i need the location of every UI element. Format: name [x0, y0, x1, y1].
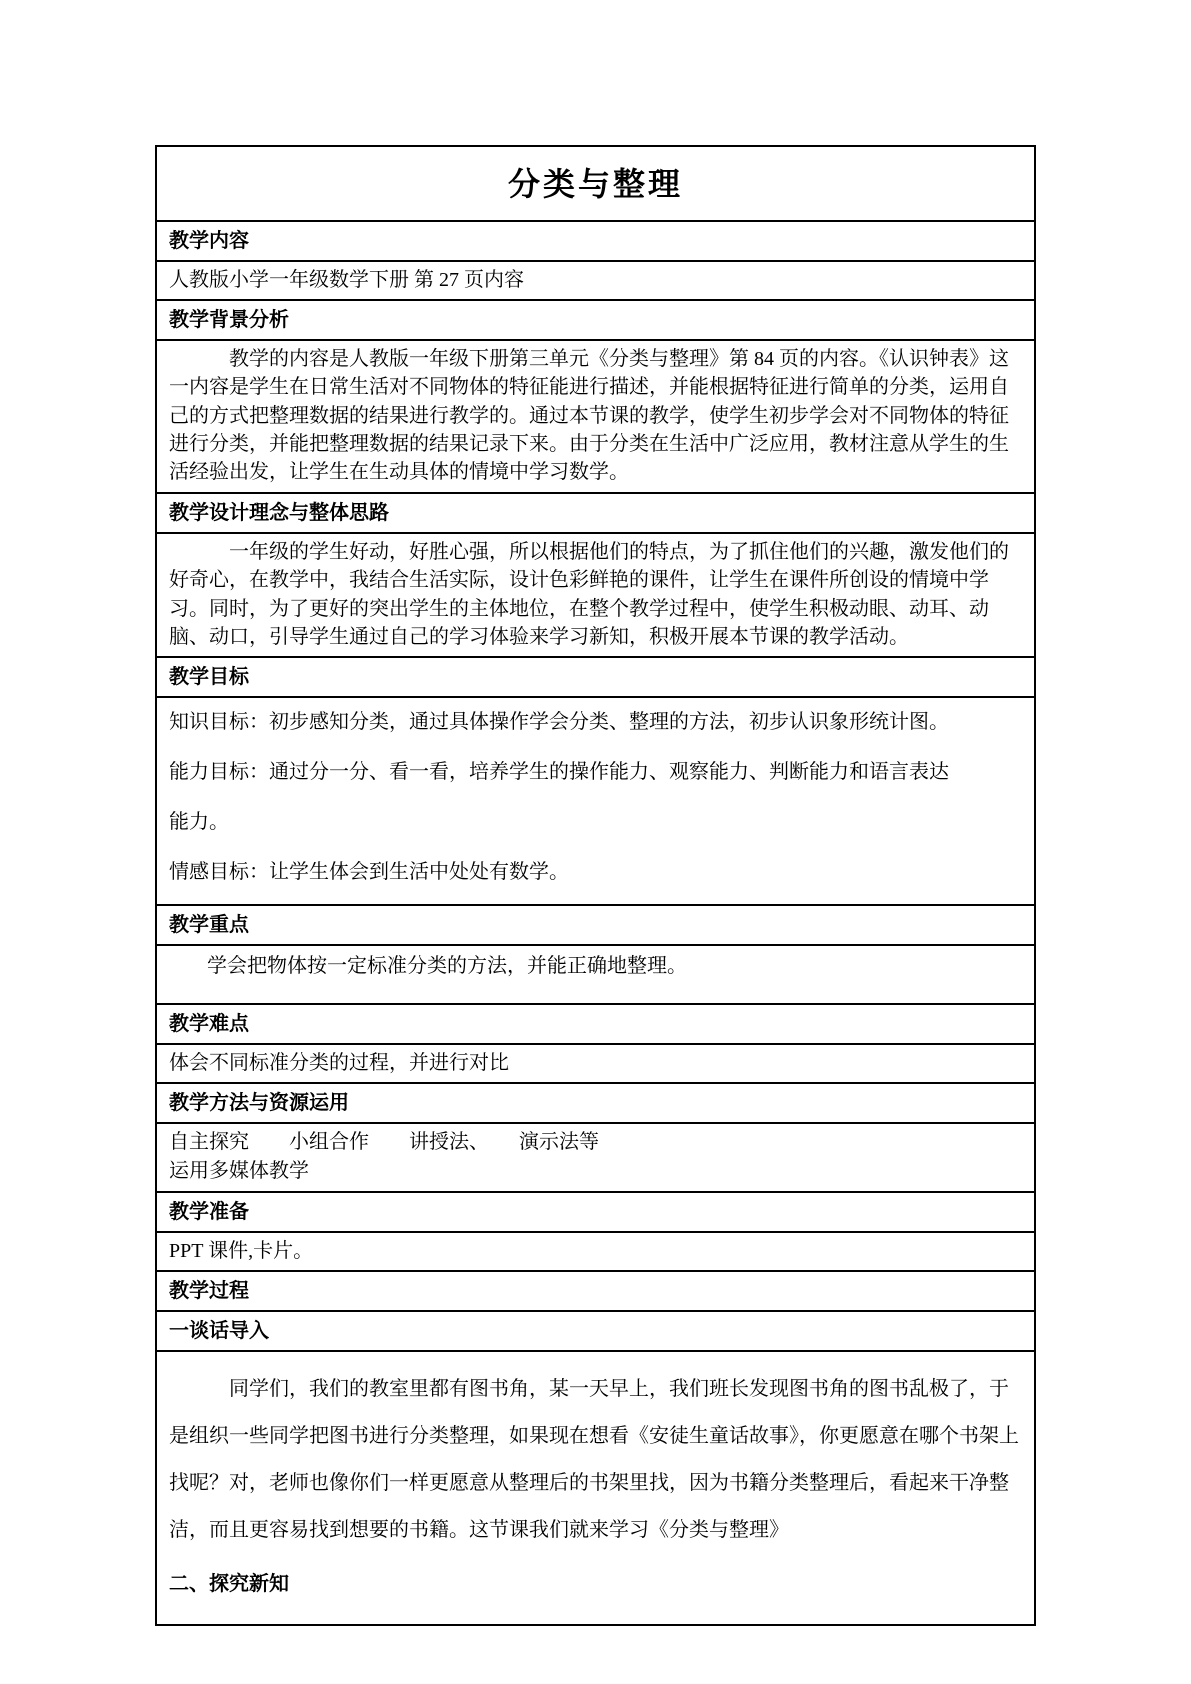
methods-line-1: 自主探究 小组合作 讲授法、 演示法等: [169, 1130, 599, 1153]
intro-paragraph: 同学们，我们的教室里都有图书角，某一天早上，我们班长发现图书角的图书乱极了，于是组织一些同学把图书进行分类整理，如果现在想看《安徒生童话故事》，你更愿意在哪个书架上找呢？对，老师也像你们一样更愿意从整理后的书架里找，因为书籍分类整理后，看起来干净整洁，而且更容易找到想要的书籍。这节课我们就来学习《分类与整理》: [169, 1377, 1019, 1541]
body-key-points: [157, 946, 1034, 1004]
goal-ability-continued: 能力。: [169, 811, 229, 834]
header-key-points: 教学重点: [157, 906, 1034, 946]
body-teaching-process: [157, 1352, 1034, 1624]
goal-knowledge: 知识目标：初步感知分类，通过具体操作学会分类、整理的方法，初步认识象形统计图。: [169, 711, 949, 734]
header-intro-talk: 一谈话导入: [157, 1312, 1034, 1352]
header-teaching-content: 教学内容: [157, 222, 1034, 262]
document-page: [155, 145, 1036, 1626]
header-preparation: 教学准备: [157, 1193, 1034, 1233]
header-teaching-process: 教学过程: [157, 1272, 1034, 1312]
header-background-analysis: 教学背景分析: [157, 301, 1034, 341]
body-background-analysis: [157, 341, 1034, 494]
header-methods-resources: 教学方法与资源运用: [157, 1084, 1034, 1124]
body-difficult-points: 体会不同标准分类的过程，并进行对比: [157, 1045, 1034, 1084]
lesson-plan-table: [155, 145, 1036, 1626]
header-teaching-goals: 教学目标: [157, 658, 1034, 698]
title-row: [157, 147, 1034, 222]
body-teaching-goals: [157, 698, 1034, 906]
header-design-philosophy: 教学设计理念与整体思路: [157, 494, 1034, 534]
background-paragraph: 教学的内容是人教版一年级下册第三单元《分类与整理》第 84 页的内容。《认识钟表》这一内容是学生在日常生活对不同物体的特征能进行描述，并能根据特征进行简单的分类，运用自己的方式把整理数据的结果进行教学的。通过本节课的教学，使学生初步学会对不同物体的特征进行分类，并能把整理数据的结果记录下来。由于分类在生活中广泛应用，教材注意从学生的生活经验出发，让学生在生动具体的情境中学习数学。: [169, 347, 1009, 484]
body-teaching-content: 人教版小学一年级数学下册 第 27 页内容: [157, 262, 1034, 301]
document-title: 分类与整理: [507, 166, 683, 202]
methods-line-2: 运用多媒体教学: [169, 1159, 309, 1182]
body-preparation: PPT 课件,卡片。: [157, 1233, 1034, 1272]
body-methods-resources: [157, 1124, 1034, 1193]
design-paragraph: 一年级的学生好动，好胜心强，所以根据他们的特点，为了抓住他们的兴趣，激发他们的好奇心，在教学中，我结合生活实际，设计色彩鲜艳的课件，让学生在课件所创设的情境中学习。同时，为了更好的突出学生的主体地位，在整个教学过程中，使学生积极动眼、动耳、动脑、动口，引导学生通过自己的学习体验来学习新知，积极开展本节课的教学活动。: [169, 540, 1009, 648]
goal-ability: 能力目标：通过分一分、看一看，培养学生的操作能力、观察能力、判断能力和语言表达: [169, 761, 949, 784]
explore-new-knowledge-heading: 二、探究新知: [169, 1572, 289, 1595]
key-points-paragraph: 学会把物体按一定标准分类的方法，并能正确地整理。: [207, 955, 687, 978]
goal-emotion: 情感目标：让学生体会到生活中处处有数学。: [169, 861, 569, 884]
body-design-philosophy: [157, 534, 1034, 659]
header-difficult-points: 教学难点: [157, 1005, 1034, 1045]
